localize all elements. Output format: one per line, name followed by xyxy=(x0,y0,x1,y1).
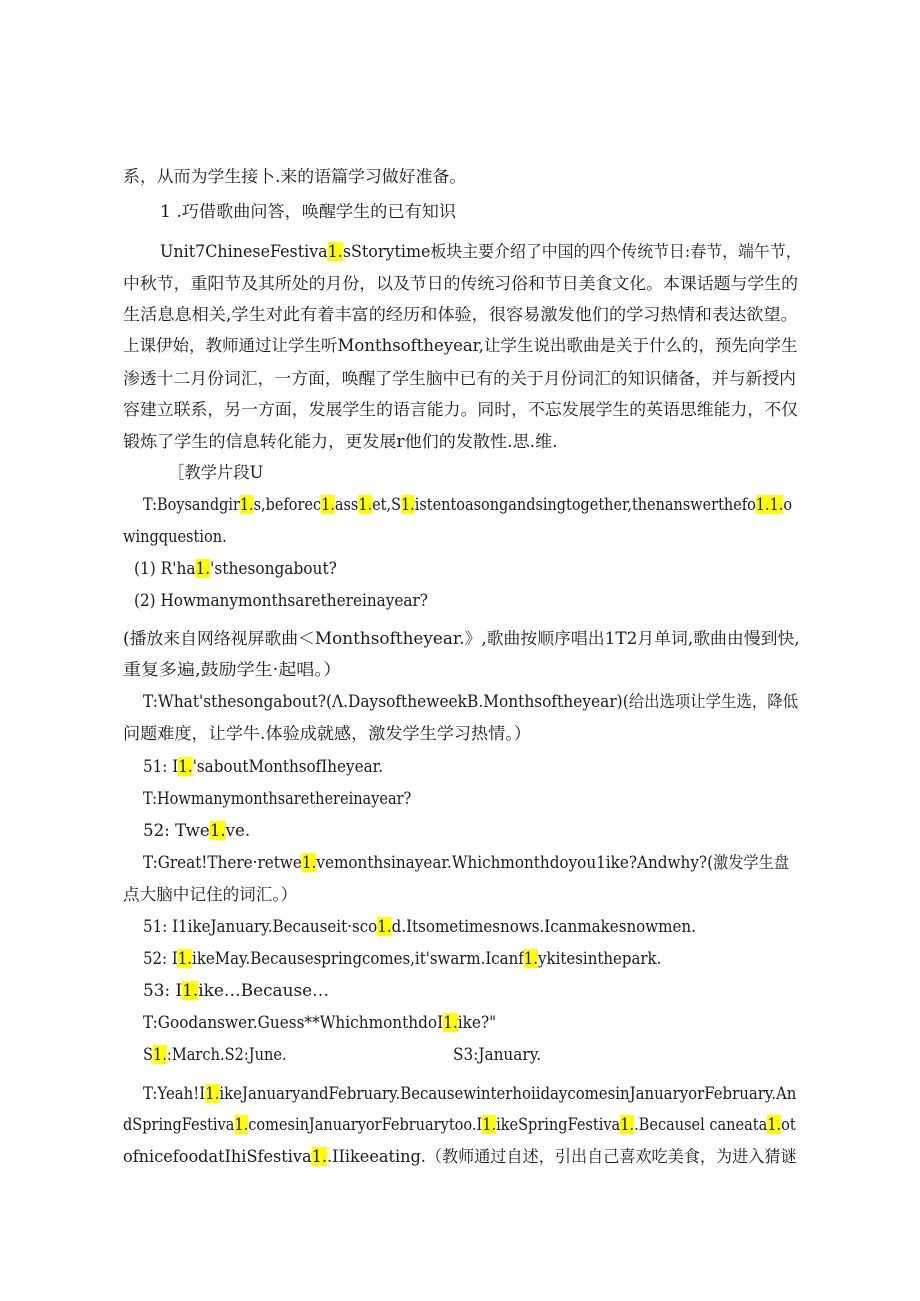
highlight-mark: 1. xyxy=(195,559,211,578)
highlight-mark: 1. xyxy=(182,981,199,1000)
text-segment: S xyxy=(143,1045,153,1064)
text-segment: ofnicefoodatIhiSfestiva xyxy=(123,1147,312,1166)
text-line xyxy=(143,948,661,970)
text-line xyxy=(143,820,250,842)
text-segment: dSpringFestiva xyxy=(123,1115,235,1134)
text-segment: ike?" xyxy=(457,1013,497,1032)
text-segment: vemonthsinayear.Whichmonthdoyou1ike?Andwhy?(激发学生盘 xyxy=(316,853,790,872)
highlight-mark: 1. xyxy=(311,1147,328,1166)
text-segment: 52: Twe xyxy=(143,821,210,840)
text-segment: .IIikeeating.（教师通过自述，引出自己喜欢吃美食，为进入猜谜 xyxy=(327,1147,797,1166)
text-segment: ot xyxy=(781,1115,796,1134)
text-segment: 'saboutMonthsofIheyear. xyxy=(192,757,384,776)
text-line xyxy=(168,462,263,484)
highlight-mark: 1. xyxy=(620,1115,635,1134)
text-segment: 点大脑中记住的词汇。） xyxy=(123,885,298,904)
text-line xyxy=(143,691,798,713)
text-line xyxy=(123,628,800,650)
text-line xyxy=(143,1044,287,1066)
text-line xyxy=(143,1012,496,1034)
text-segment: T:Great!There·retwe xyxy=(143,853,302,872)
highlight-mark: 1. xyxy=(400,495,415,514)
text-segment: 容建立联系，另一方面，发展学生的语言能力。同时，不忘发展学生的英语思维能力，不仅 xyxy=(123,400,798,419)
text-segment: o xyxy=(783,495,793,514)
text-segment: et,S xyxy=(372,495,401,514)
highlight-mark: 1. xyxy=(301,853,317,872)
text-segment: ikeSpringFestiva xyxy=(496,1115,621,1134)
text-segment: ve. xyxy=(225,821,251,840)
text-line xyxy=(123,304,798,326)
text-segment: istentoasongandsingtogether,thenanswerthefo xyxy=(414,495,756,514)
text-segment: 51: I1ikeJanuary.Becauseit·sco xyxy=(143,917,378,936)
text-segment: s,beforec xyxy=(253,495,322,514)
text-segment: T:Yeah!I xyxy=(143,1084,206,1103)
text-segment: T:Goodanswer.Guess**WhichmonthdoI xyxy=(143,1013,444,1032)
text-line xyxy=(160,241,802,263)
text-segment: 1 .巧借歌曲问答，唤醒学生的已有知识 xyxy=(160,202,456,221)
text-line xyxy=(123,1146,797,1168)
text-line xyxy=(143,494,792,516)
text-segment: 上课伊始，教师通过让学生听Monthsoftheyear,让学生说出歌曲是关于什么的，预先向学生 xyxy=(123,336,798,355)
text-segment: 52: I xyxy=(143,949,178,968)
text-line xyxy=(453,1044,541,1066)
text-segment: T:Howmanymonthsarethereinayear? xyxy=(143,789,412,808)
text-line xyxy=(123,1114,796,1136)
text-line xyxy=(123,723,531,745)
text-segment: 渗透十二月份词汇，一方面，唤醒了学生脑中已有的关于月份词汇的知识储备，并与新授内 xyxy=(123,369,796,388)
text-segment: wingquestion. xyxy=(123,527,227,546)
text-line xyxy=(123,884,297,906)
text-segment: d.Itsometimesnows.Icanmakesnowmen. xyxy=(391,917,696,936)
text-segment: ［教学片段U xyxy=(168,463,264,482)
text-line xyxy=(143,980,329,1002)
text-segment: :March.S2:June. xyxy=(166,1045,287,1064)
text-segment: 问题难度，让学牛.体验成就感，激发学生学习热情。） xyxy=(123,724,531,743)
highlight-mark: 1. xyxy=(205,1084,220,1103)
text-segment: sStorytime板块主要介绍了中国的四个传统节日:春节，端午节， xyxy=(342,242,802,261)
highlight-mark: 1. xyxy=(327,242,343,261)
highlight-mark: 1. xyxy=(321,495,335,514)
text-segment: comesinJanuaryorFebruarytoo.I xyxy=(248,1115,483,1134)
text-line xyxy=(123,166,466,188)
text-segment: 53: I xyxy=(143,981,183,1000)
highlight-mark: 1. xyxy=(239,495,254,514)
text-line xyxy=(143,852,789,874)
text-line xyxy=(123,335,798,357)
highlight-mark: 1. xyxy=(177,949,193,968)
text-segment: T:Boysandgir xyxy=(143,495,240,514)
highlight-mark: 1.1. xyxy=(755,495,784,514)
text-line xyxy=(123,659,341,681)
highlight-mark: 1. xyxy=(178,757,193,776)
text-segment: (2) Howmanymonthsarethereinayear? xyxy=(134,591,428,610)
text-segment: ikeMay.Becausespringcomes,it'swarm.Icanf xyxy=(192,949,524,968)
highlight-mark: 1. xyxy=(523,949,539,968)
text-segment: Unit7ChineseFestiva xyxy=(160,242,328,261)
text-segment: ike…Because… xyxy=(198,981,329,1000)
text-line xyxy=(143,756,383,778)
text-segment: 中秋节，重阳节及其所处的月份，以及节日的传统习俗和节日美食文化。本课话题与学生的 xyxy=(123,274,798,293)
highlight-mark: 1. xyxy=(767,1115,782,1134)
text-line xyxy=(134,590,428,612)
text-segment: (1) R'ha xyxy=(134,559,196,578)
text-line xyxy=(123,526,227,548)
highlight-mark: 1. xyxy=(482,1115,497,1134)
text-segment: (播放来自网络视屏歌曲＜Monthsoftheyear.》,歌曲按顺序唱出1T2月单词,歌曲由慢到快, xyxy=(123,629,800,648)
text-segment: T:What'sthesongabout?(Λ.DaysoftheweekB.Monthsoftheyear)(给出选项让学生选，降低 xyxy=(143,692,799,711)
highlight-mark: 1. xyxy=(358,495,373,514)
text-line xyxy=(123,368,796,390)
text-line xyxy=(123,399,798,421)
text-line xyxy=(143,916,696,938)
text-line xyxy=(134,558,337,580)
text-line xyxy=(160,201,456,223)
text-segment: 重复多遍,鼓励学生·起唱。） xyxy=(123,660,342,679)
text-line xyxy=(123,273,798,295)
text-segment: 系，从而为学生接卜.来的语篇学习做好准备。 xyxy=(123,167,467,186)
highlight-mark: 1. xyxy=(209,821,226,840)
text-segment: S3:January. xyxy=(453,1045,542,1064)
text-segment: ykitesinthepark. xyxy=(538,949,662,968)
text-line xyxy=(143,1083,796,1105)
text-segment: ikeJanuaryandFebruary.BecausewinterhoiidaycomesinJanuaryorFebruary.An xyxy=(219,1084,797,1103)
text-segment: 锻炼了学生的信息转化能力，更发展r他们的发散性.思.维. xyxy=(123,432,558,451)
highlight-mark: 1. xyxy=(234,1115,249,1134)
text-line xyxy=(123,431,558,453)
text-segment: 'sthesongabout? xyxy=(210,559,337,578)
text-segment: 51: I xyxy=(143,757,179,776)
text-segment: 生活息息相关,学生对此有着丰富的经历和体验，很容易激发他们的学习热情和表达欲望。 xyxy=(123,305,798,324)
highlight-mark: 1. xyxy=(152,1045,167,1064)
highlight-mark: 1. xyxy=(443,1013,458,1032)
text-segment: ass xyxy=(334,495,359,514)
text-line xyxy=(143,788,411,810)
highlight-mark: 1. xyxy=(377,917,392,936)
text-segment: .Becausel caneata xyxy=(634,1115,768,1134)
